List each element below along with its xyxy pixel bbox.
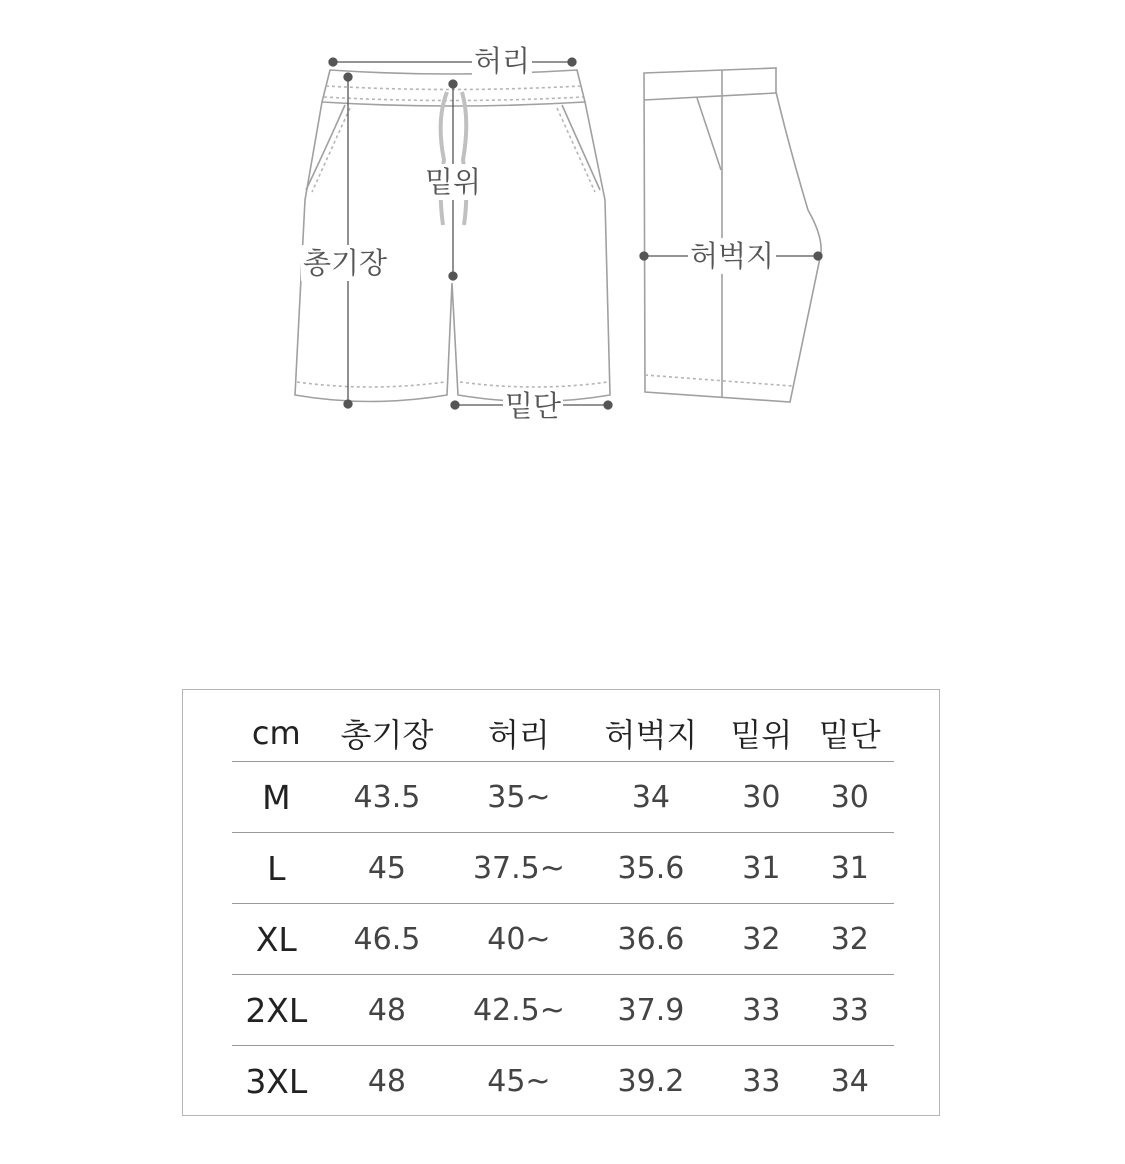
waist-point-right: [568, 58, 576, 66]
header-hem: 밑단: [806, 704, 894, 762]
side-view: [644, 68, 821, 402]
waist-cell: 37.5~: [453, 833, 584, 904]
hem-cell: 34: [830, 1063, 869, 1099]
hem-cell: 31: [806, 833, 894, 904]
waist-cell: 42.5~: [453, 975, 584, 1046]
header-row: [232, 704, 894, 762]
rise-point-bottom: [449, 272, 457, 280]
hem-label: 밑단: [505, 389, 562, 423]
side-outline: [644, 68, 821, 402]
hem-cell: 32: [806, 904, 894, 975]
left-pocket: [306, 105, 345, 190]
header-unit: cm: [232, 704, 321, 762]
waist-point-left: [329, 58, 337, 66]
header-waist: 허리: [453, 704, 584, 762]
waist-label: 허리: [474, 44, 531, 78]
hem-cell: 30: [806, 762, 894, 833]
size-table: [232, 704, 894, 1116]
total-length-cell: 48: [321, 975, 454, 1046]
size-diagram: [0, 0, 1125, 460]
thigh-label: 허벅지: [690, 239, 775, 273]
rise-point-top: [449, 80, 457, 88]
rise-label: 밑위: [425, 165, 482, 199]
rise-cell: 33: [742, 1063, 781, 1099]
table-row: [232, 833, 894, 904]
size-cell: XL: [232, 904, 321, 975]
size-cell: 3XL: [245, 1061, 308, 1101]
total-length-label: 총기장: [303, 246, 388, 280]
rise-cell: 33: [717, 975, 805, 1046]
waist-cell: 40~: [453, 904, 584, 975]
drawstring-right: [462, 92, 466, 225]
thigh-cell: 39.2: [617, 1063, 685, 1099]
thigh-cell: 37.9: [585, 975, 718, 1046]
waist-cell: 45~: [487, 1063, 551, 1099]
table-row: [232, 1046, 894, 1117]
drawstring-left: [441, 92, 447, 225]
table-row: [232, 904, 894, 975]
header-rise: 밑위: [717, 704, 805, 762]
length-point-top: [344, 73, 352, 81]
thigh-point-left: [640, 252, 648, 260]
size-cell: M: [232, 762, 321, 833]
size-table-box: [182, 689, 940, 1116]
rise-cell: 31: [717, 833, 805, 904]
length-point-bottom: [344, 400, 352, 408]
total-length-cell: 46.5: [321, 904, 454, 975]
thigh-point-right: [814, 252, 822, 260]
hem-point-right: [604, 401, 612, 409]
hem-cell: 33: [806, 975, 894, 1046]
measure-lines: [329, 58, 822, 409]
rise-cell: 32: [717, 904, 805, 975]
hem-point-left: [451, 401, 459, 409]
rise-cell: 30: [717, 762, 805, 833]
table-row: [232, 975, 894, 1046]
thigh-cell: 34: [585, 762, 718, 833]
size-cell: L: [232, 833, 321, 904]
thigh-cell: 36.6: [585, 904, 718, 975]
thigh-cell: 35.6: [585, 833, 718, 904]
header-total-length: 총기장: [321, 704, 454, 762]
total-length-cell: 45: [321, 833, 454, 904]
total-length-cell: 43.5: [321, 762, 454, 833]
size-cell: 2XL: [232, 975, 321, 1046]
table-row: [232, 762, 894, 833]
waist-cell: 35~: [453, 762, 584, 833]
header-thigh: 허벅지: [585, 704, 718, 762]
total-length-cell: 48: [367, 1063, 406, 1099]
